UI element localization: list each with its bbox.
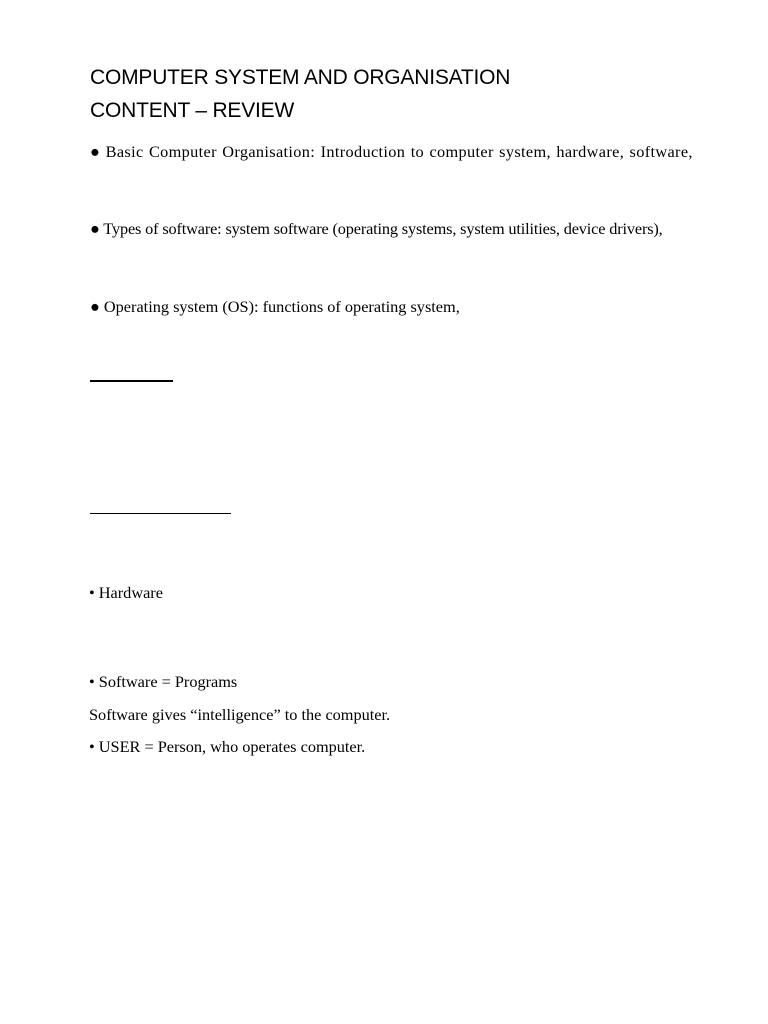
page-subtitle: CONTENT – REVIEW xyxy=(90,99,295,122)
content-item-types-of-software: ● Types of software: system software (operating systems, system utilities, device drivers), xyxy=(90,219,663,238)
note-hardware: • Hardware xyxy=(89,583,163,602)
note-user: • USER = Person, who operates computer. xyxy=(89,737,366,756)
content-item-operating-system: ● Operating system (OS): functions of operating system, xyxy=(90,297,460,316)
note-software-intelligence: Software gives “intelligence” to the computer. xyxy=(89,705,391,724)
content-item-basic-organisation: ● Basic Computer Organisation: Introduction to computer system, hardware, software, xyxy=(90,142,693,161)
note-software: • Software = Programs xyxy=(89,672,238,691)
page-title: COMPUTER SYSTEM AND ORGANISATION xyxy=(90,66,511,89)
section-underline-long xyxy=(90,513,231,514)
section-underline-short xyxy=(90,380,173,382)
